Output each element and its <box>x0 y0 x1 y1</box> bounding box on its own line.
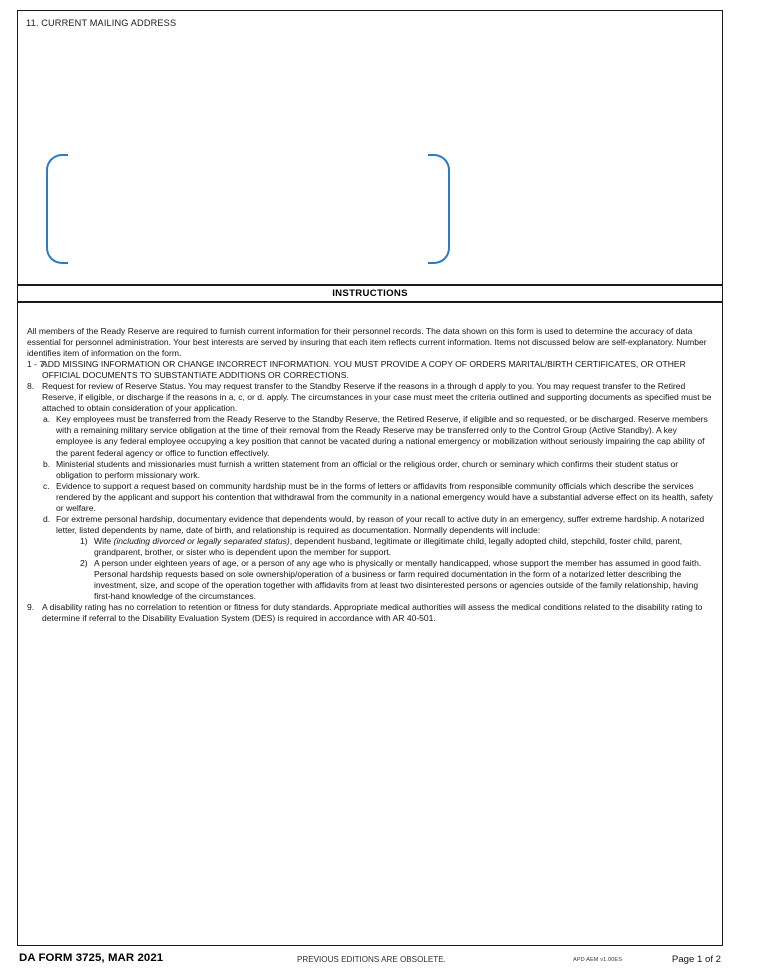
footer-previous-editions-note: PREVIOUS EDITIONS ARE OBSOLETE. <box>297 955 446 964</box>
instruction-item-8d-1-marker: 1) <box>80 535 88 546</box>
instruction-item-9-text: A disability rating has no correlation to retention or fitness for duty standards. Appropriate medical authorities will assess the medical conditions related to the disability rating to determine if referral to the Disability Evaluation System (DES) is required in accordance with AR 40-501. <box>42 602 703 624</box>
instruction-item-8c <box>27 481 713 514</box>
instruction-item-8c-marker: c. <box>43 480 50 491</box>
page-footer <box>17 952 723 972</box>
instruction-item-8-text: Request for review of Reserve Status. You may request transfer to the Standby Reserve if the reasons in a through d apply to you. You may request transfer to the Retired Reserve, if eligible, or discharge if the reasons in a, c, or d. apply. The circumstances in your case must meet the criteria outlined and supporting documents as specified must be attached to obtain consideration of your application. <box>42 381 712 414</box>
instruction-item-1-7 <box>27 359 713 381</box>
instruction-item-8d-text: For extreme personal hardship, documentary evidence that dependents would, by reason of your recall to active duty in an emergency, suffer extreme hardship. A notarized letter, listed dependents by name, date of birth, and relationship is required as documentation. Normally dependents will include: <box>56 513 705 535</box>
instruction-item-8a <box>27 414 713 458</box>
instruction-item-8d <box>27 514 713 536</box>
instruction-item-9-marker: 9. <box>27 602 35 613</box>
instruction-item-8 <box>27 381 713 414</box>
footer-page-number: Page 1 of 2 <box>671 954 721 965</box>
instruction-item-8d-1 <box>27 536 713 558</box>
instruction-item-1-7-text: ADD MISSING INFORMATION OR CHANGE INCORRECT INFORMATION. YOU MUST PROVIDE A COPY OF ORDERS MARITAL/BIRTH CERTIFICATES, OR OTHER OFFICIAL DOCUMENTS TO SUBSTANTIATE ADDITIONS OR CORRECTIONS. <box>42 359 686 381</box>
instructions-rule-bottom <box>18 301 722 303</box>
address-field-bracket-right-icon <box>428 154 450 264</box>
instruction-item-8d-2-text: A person under eighteen years of age, or a person of any age who is physically or mentally handicapped, whose support the member has assumed in good faith. Personal hardship requests based on sole ownership/operation of a business or farm required documentation in the form of a notarized letter describing the investment, size, and scope of the operation together with affidavits from at least two disinterested persons or agencies outside of the family relationship, having first-hand knowledge of the circumstances. <box>94 557 702 602</box>
instruction-item-8b <box>27 459 713 481</box>
instruction-item-8a-text: Key employees must be transferred from the Ready Reserve to the Standby Reserve, the Retired Reserve, if eligible and so requested, or be discharged. Reserve members with a remaining military service obligation at the time of their removal from the Ready Reserve may be transferred only to the Control Group (Active Standby). A key employee is any federal employee occupying a key position that cannot be vacated during a national emergency or mobilization without seriously impairing the cap ability of the parent federal agency or office to function effectively. <box>56 414 708 458</box>
instruction-item-8d-1-text-after: , dependent husband, legitimate or illegitimate child, legally adopted child, stepchild, foster child, parent, grandparent, brother, or sister who is dependent upon the member for support. <box>94 535 683 557</box>
address-field-bracket-left-icon <box>46 154 68 264</box>
instruction-item-8d-marker: d. <box>43 513 51 524</box>
instructions-intro-paragraph: All members of the Ready Reserve are required to furnish current information for their personnel records. The data shown on this form is used to determine the accuracy of data essential for personnel administration. Your best interests are served by insuring that each item reflects current information. Items not discussed below are self-explanatory. Number identifies item of information on the form. <box>27 326 707 359</box>
instruction-item-8d-2 <box>27 558 713 602</box>
form-outer-box <box>17 10 723 946</box>
footer-apd-version: APD AEM v1.00ES <box>573 957 623 963</box>
item-11-label: 11. CURRENT MAILING ADDRESS <box>26 18 177 28</box>
instruction-item-8d-1-text-italic: (including divorced or legally separated status) <box>113 535 290 546</box>
footer-form-identifier: DA FORM 3725, MAR 2021 <box>19 952 164 964</box>
item-11-current-mailing-address <box>18 11 722 284</box>
instruction-item-8d-2-marker: 2) <box>80 557 88 568</box>
instruction-item-8d-1-text-before: Wife <box>94 535 114 546</box>
instruction-item-8c-text: Evidence to support a request based on community hardship must be in the forms of letters or affidavits from responsible community officials which describe the services rendered by the applicant and support his contention that withdrawal from the community in a national emergency would have a substantial adverse effect on its health, safety or welfare. <box>56 480 713 513</box>
instruction-item-8-marker: 8. <box>27 381 35 392</box>
instruction-item-8a-marker: a. <box>43 414 51 425</box>
instructions-body <box>27 326 713 624</box>
instruction-item-1-7-marker: 1 - 7. <box>27 359 47 370</box>
instruction-item-8b-text: Ministerial students and missionaries must furnish a written statement from an official or the religious order, church or seminary which confirms their student status or obligation to perform missionary work. <box>56 458 679 480</box>
instruction-item-8b-marker: b. <box>43 458 51 469</box>
instruction-item-9 <box>27 602 713 624</box>
instructions-heading: INSTRUCTIONS <box>332 288 408 299</box>
